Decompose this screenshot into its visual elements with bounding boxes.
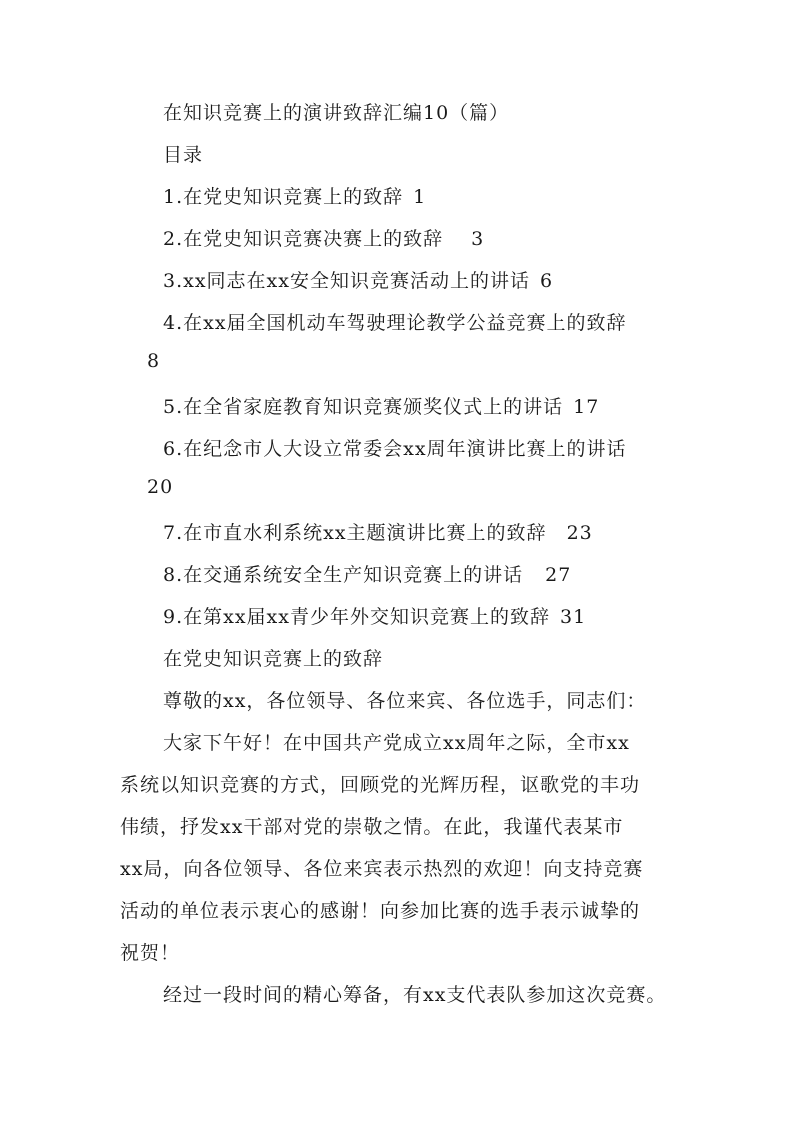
toc-item-text: 3.xx同志在xx安全知识竞赛活动上的讲话 — [163, 270, 530, 292]
toc-item-page: 17 — [573, 396, 600, 418]
toc-item-page: 23 — [566, 522, 593, 544]
paragraph-line: 活动的单位表示衷心的感谢！向参加比赛的选手表示诚挚的 — [120, 900, 641, 922]
toc-item — [163, 392, 599, 419]
toc-item-text: 7.在市直水利系统xx主题演讲比赛上的致辞 — [163, 522, 547, 544]
paragraph: 经过一段时间的精心筹备，有xx支代表队参加这次竞赛。 — [163, 984, 667, 1006]
section-title: 在党史知识竞赛上的致辞 — [163, 648, 384, 670]
toc-item — [163, 266, 553, 293]
toc-item-page: 1 — [413, 186, 427, 208]
toc-item-text: 1.在党史知识竞赛上的致辞 — [163, 186, 404, 208]
toc-item-text: 8.在交通系统安全生产知识竞赛上的讲话 — [163, 564, 524, 586]
toc-item — [163, 182, 426, 209]
document-title: 在知识竞赛上的演讲致辞汇编10（篇） — [163, 102, 510, 124]
toc-item-page: 6 — [540, 270, 554, 292]
paragraph-line: 祝贺！ — [120, 942, 181, 964]
toc-item-page: 8 — [147, 350, 161, 372]
toc-item-page: 31 — [560, 606, 587, 628]
toc-item — [163, 224, 484, 251]
paragraph-line: 伟绩，抒发xx干部对党的崇敬之情。在此，我谨代表某市 — [120, 816, 624, 838]
toc-item-text: 6.在纪念市人大设立常委会xx周年演讲比赛上的讲话 — [163, 438, 627, 460]
toc-heading: 目录 — [163, 144, 204, 166]
toc-item — [163, 518, 593, 545]
toc-item-page: 20 — [147, 476, 174, 498]
toc-item-page: 3 — [471, 228, 485, 250]
toc-item — [163, 560, 571, 587]
paragraph-line: 系统以知识竞赛的方式，回顾党的光辉历程，讴歌党的丰功 — [120, 774, 641, 796]
paragraph-line: xx局，向各位领导、各位来宾表示热烈的欢迎！向支持竞赛 — [120, 858, 644, 880]
toc-item-text: 2.在党史知识竞赛决赛上的致辞 — [163, 228, 444, 250]
salutation: 尊敬的xx，各位领导、各位来宾、各位选手，同志们： — [163, 690, 647, 712]
toc-item-page: 27 — [545, 564, 572, 586]
toc-item — [163, 602, 586, 629]
toc-item-text: 5.在全省家庭教育知识竞赛颁奖仪式上的讲话 — [163, 396, 564, 418]
toc-item-text: 9.在第xx届xx青少年外交知识竞赛上的致辞 — [163, 606, 550, 628]
toc-item-text: 4.在xx届全国机动车驾驶理论教学公益竞赛上的致辞 — [163, 312, 627, 334]
paragraph-line: 大家下午好！在中国共产党成立xx周年之际，全市xx — [163, 732, 630, 754]
